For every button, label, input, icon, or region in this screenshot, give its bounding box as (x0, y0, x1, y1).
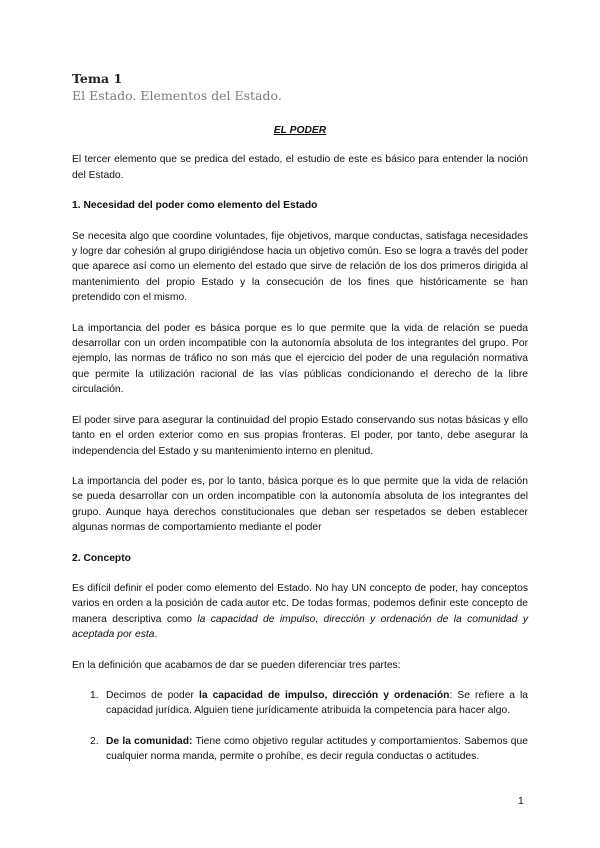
page-title: EL PODER (273, 125, 327, 136)
concept-text-start: Es difícil definir el poder como elemento del Estado. No hay UN concepto de poder, hay conceptos varios en orden a la posición de cada autor etc. De todas formas, podemos definir este concepto de manera descriptiva como (72, 582, 528, 625)
list-item (72, 688, 528, 719)
section-1-heading: 1. Necesidad del poder como elemento del Estado (72, 200, 318, 212)
section-1-paragraph-3: El poder sirve para asegurar la continuidad del propio Estado conservando sus notas básicas y ello tanto en el orden exterior como en sus propias fronteras. El poder, por tanto, debe asegurar la independencia del Estado y su mantenimiento interno en plenitud. (72, 414, 528, 457)
definition-parts-list (72, 688, 528, 765)
list-item-number: 2. (90, 735, 99, 747)
concept-definition-italic: la capacidad de impulso, dirección y ordenación de la comunidad y aceptada por esta (72, 613, 528, 641)
section-2-heading: 2. Concepto (72, 552, 131, 564)
section-1-paragraph-1: Se necesita algo que coordine voluntades, fije objetivos, marque conductas, satisfaga necesidades y logre dar cohesión al grupo dirigiéndose hacia un objetivo común. Eso se logra a través del poder que aparece así como un elemento del estado que sirve de relación de los dos primeros dirigida al mantenimiento del propio Estado y la consecución de los fines que históricamente se han pretendido con el mismo. (72, 230, 528, 304)
topic-subtitle: El Estado. Elementos del Estado. (72, 88, 282, 103)
list-item (72, 734, 528, 765)
section-2-lead: En la definición que acabamos de dar se pueden diferenciar tres partes: (72, 659, 401, 671)
list-item-text: Tiene como objetivo regular actitudes y comportamientos. Sabemos que cualquier norma manda, permite o prohíbe, es decir regula conductas o actitudes. (106, 735, 528, 763)
list-item-bold: la capacidad de impulso, dirección y ordenación (198, 689, 450, 701)
intro-paragraph: El tercer elemento que se predica del estado, el estudio de este es básico para entender la noción del Estado. (72, 154, 528, 181)
list-item-number: 1. (90, 689, 99, 701)
section-2-paragraph (72, 581, 528, 643)
list-item-bold: De la comunidad: (106, 735, 193, 747)
section-1-paragraph-4: La importancia del poder es, por lo tanto, básica porque es lo que permite que la vida de relación se pueda desarrollar con un orden incompatible con la autonomía absoluta de los integrantes del grupo. Aunque haya derechos constitucionales que deban ser respetados se deben establecer algunas normas de comportamiento mediante el poder (72, 475, 528, 534)
document-header (72, 70, 282, 104)
document-body (72, 123, 528, 780)
list-item-text: Decimos de poder (106, 689, 199, 701)
list-item-text: : Se refiere a la capacidad jurídica. Alguien tiene jurídicamente atribuida la competencia para hacer algo. (106, 689, 528, 717)
concept-text-end: . (154, 629, 158, 641)
section-1-paragraph-2: La importancia del poder es básica porque es lo que permite que la vida de relación se pueda desarrollar con un orden incompatible con la autonomía absoluta de los integrantes del grupo. Por ejemplo, las normas de tráfico no son más que el ejercicio del poder de una regulación normativa que permite la utilización racional de las vías públicas condicionando el derecho de la libre circulación. (72, 322, 528, 396)
topic-label: Tema 1 (72, 71, 123, 86)
page-number: 1 (518, 796, 524, 807)
